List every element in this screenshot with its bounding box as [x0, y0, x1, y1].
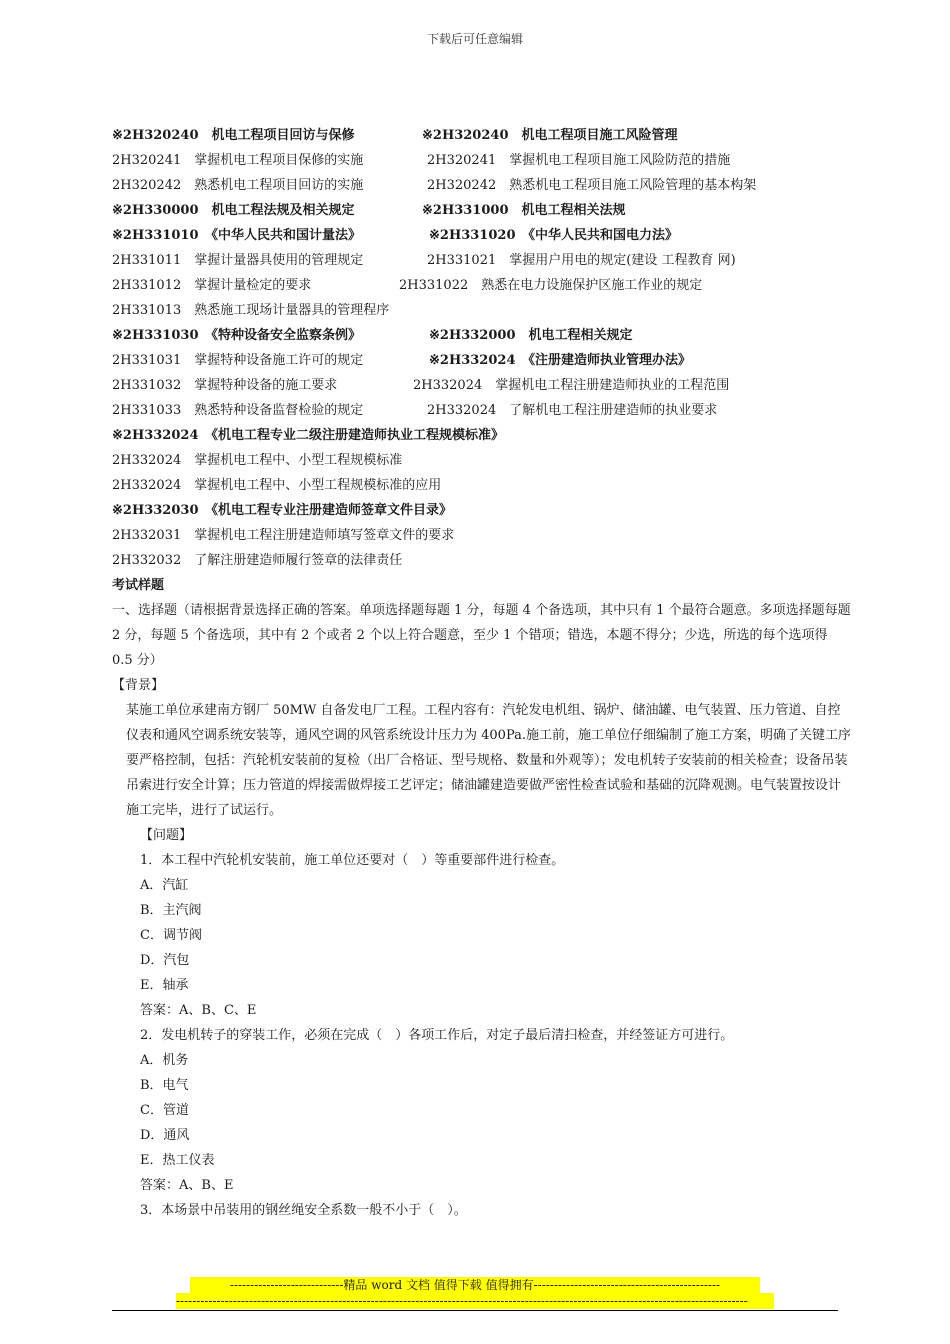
question-1	[112, 848, 852, 1023]
syllabus-row	[112, 373, 852, 398]
question-stem: 2．发电机转子的穿装工作，必须在完成（ ）各项工作后，对定子最后清扫检查，并经签证方可进行。	[140, 1028, 734, 1043]
syllabus-row	[112, 423, 852, 448]
question-3	[112, 1198, 852, 1223]
syllabus-left: ※2H332024 《机电工程专业二级注册建造师执业工程规模标准》	[112, 428, 504, 443]
syllabus-left: 2H331013 熟悉施工现场计量器具的管理程序	[112, 303, 390, 318]
syllabus-left: ※2H332030 《机电工程专业注册建造师签章文件目录》	[112, 503, 452, 518]
footer-dashes: ---------------------------------------------------------------------------------------------------------------------------------------------	[176, 1293, 774, 1309]
question-2	[112, 1023, 852, 1198]
syllabus-left: 2H332024 掌握机电工程中、小型工程规模标准	[112, 453, 403, 468]
option: A．汽缸	[140, 878, 189, 893]
syllabus-left: 2H332024 掌握机电工程中、小型工程规模标准的应用	[112, 478, 442, 493]
syllabus-right: ※2H320240 机电工程项目施工风险管理	[422, 128, 678, 143]
option: D．汽包	[140, 953, 190, 968]
option: A．机务	[140, 1053, 189, 1068]
option: E．轴承	[140, 978, 189, 993]
question-stem: 1．本工程中汽轮机安装前，施工单位还要对（ ）等重要部件进行检查。	[140, 853, 565, 868]
option: B．电气	[140, 1078, 189, 1093]
syllabus-right: ※2H332024 《注册建造师执业管理办法》	[429, 353, 691, 368]
syllabus-row	[112, 148, 852, 173]
option: D．通风	[140, 1128, 190, 1143]
syllabus-right: 2H331022 熟悉在电力设施保护区施工作业的规定	[399, 278, 703, 293]
page-header: 下载后可任意编辑	[426, 32, 523, 46]
syllabus-row	[112, 498, 852, 523]
syllabus-left: 2H331012 掌握计量检定的要求	[112, 278, 312, 293]
syllabus-row	[112, 398, 852, 423]
syllabus-row	[112, 173, 852, 198]
syllabus-left: 2H331031 掌握特种设备施工许可的规定	[112, 353, 364, 368]
syllabus-row	[112, 273, 852, 298]
syllabus-row	[112, 248, 852, 273]
footer-banner: ----------------------------精品 word 文档 值得下载 值得拥有----------------------------------------------	[190, 1277, 760, 1293]
syllabus-row	[112, 523, 852, 548]
option: B．主汽阀	[140, 903, 202, 918]
document-body	[112, 123, 852, 1223]
exam-title: 考试样题	[112, 578, 165, 593]
syllabus-row	[112, 223, 852, 248]
syllabus-right: ※2H331000 机电工程相关法规	[422, 203, 626, 218]
syllabus-right: ※2H331020 《中华人民共和国电力法》	[429, 228, 678, 243]
syllabus-right: 2H320241 掌握机电工程项目施工风险防范的措施	[427, 153, 731, 168]
syllabus-left: ※2H320240 机电工程项目回访与保修	[112, 128, 355, 143]
syllabus-left: 2H332032 了解注册建造师履行签章的法律责任	[112, 553, 403, 568]
syllabus-left: ※2H330000 机电工程法规及相关规定	[112, 203, 355, 218]
syllabus-right: 2H331021 掌握用户用电的规定(建设 工程教育 网)	[427, 253, 736, 268]
syllabus-right: 2H320242 熟悉机电工程项目施工风险管理的基本构架	[427, 178, 757, 193]
syllabus-row	[112, 123, 852, 148]
syllabus-left: 2H320241 掌握机电工程项目保修的实施	[112, 153, 364, 168]
syllabus-left: 2H331032 掌握特种设备的施工要求	[112, 378, 338, 393]
syllabus-right: 2H332024 了解机电工程注册建造师的执业要求	[427, 403, 718, 418]
instructions: 一、选择题（请根据背景选择正确的答案。单项选择题每题 1 分，每题 4 个备选项，其中只有 1 个最符合题意。多项选择题每题 2 分，每题 5 个备选项，其中有 2 个或者 2 个以上符合题意，至少 1 个错项；错选，本题不得分；少选，所选的每个选项得 0.5 分）	[112, 603, 851, 668]
footer-rule	[112, 1310, 838, 1311]
syllabus-row	[112, 298, 852, 323]
syllabus-list	[112, 123, 852, 573]
answer: 答案：A、B、E	[140, 1178, 234, 1193]
syllabus-row	[112, 448, 852, 473]
syllabus-left: ※2H331010 《中华人民共和国计量法》	[112, 228, 361, 243]
option: C．管道	[140, 1103, 189, 1118]
question-label: 【问题】	[140, 828, 193, 843]
syllabus-left: ※2H331030 《特种设备安全监察条例》	[112, 328, 361, 343]
option: E．热工仪表	[140, 1153, 215, 1168]
syllabus-row	[112, 198, 852, 223]
syllabus-row	[112, 323, 852, 348]
syllabus-row	[112, 348, 852, 373]
answer: 答案：A、B、C、E	[140, 1003, 257, 1018]
question-stem: 3．本场景中吊装用的钢丝绳安全系数一般不小于（ ）。	[140, 1203, 467, 1218]
syllabus-right: 2H332024 掌握机电工程注册建造师执业的工程范围	[413, 378, 730, 393]
background-text: 某施工单位承建南方钢厂 50MW 自备发电厂工程。工程内容有：汽轮发电机组、锅炉、储油罐、电气装置、压力管道、自控仪表和通风空调系统安装等，通风空调的风管系统设计压力为 400Pa.施工前，施工单位仔细编制了施工方案，明确了关键工序要严格控制，包括：汽轮机安装前的复检（出厂合格证、型号规格、数量和外观等）；发电机转子安装前的相关检查；设备吊装吊索进行安全计算；压力管道的焊接需做焊接工艺评定；储油罐建造要做严密性检查试验和基础的沉降观测。电气装置按设计施工完毕，进行了试运行。	[126, 703, 851, 818]
syllabus-row	[112, 473, 852, 498]
syllabus-left: 2H332031 掌握机电工程注册建造师填写签章文件的要求	[112, 528, 455, 543]
syllabus-left: 2H320242 熟悉机电工程项目回访的实施	[112, 178, 364, 193]
background-label: 【背景】	[112, 678, 165, 693]
syllabus-left: 2H331033 熟悉特种设备监督检验的规定	[112, 403, 364, 418]
syllabus-row	[112, 548, 852, 573]
syllabus-left: 2H331011 掌握计量器具使用的管理规定	[112, 253, 364, 268]
option: C．调节阀	[140, 928, 202, 943]
syllabus-right: ※2H332000 机电工程相关规定	[429, 328, 633, 343]
